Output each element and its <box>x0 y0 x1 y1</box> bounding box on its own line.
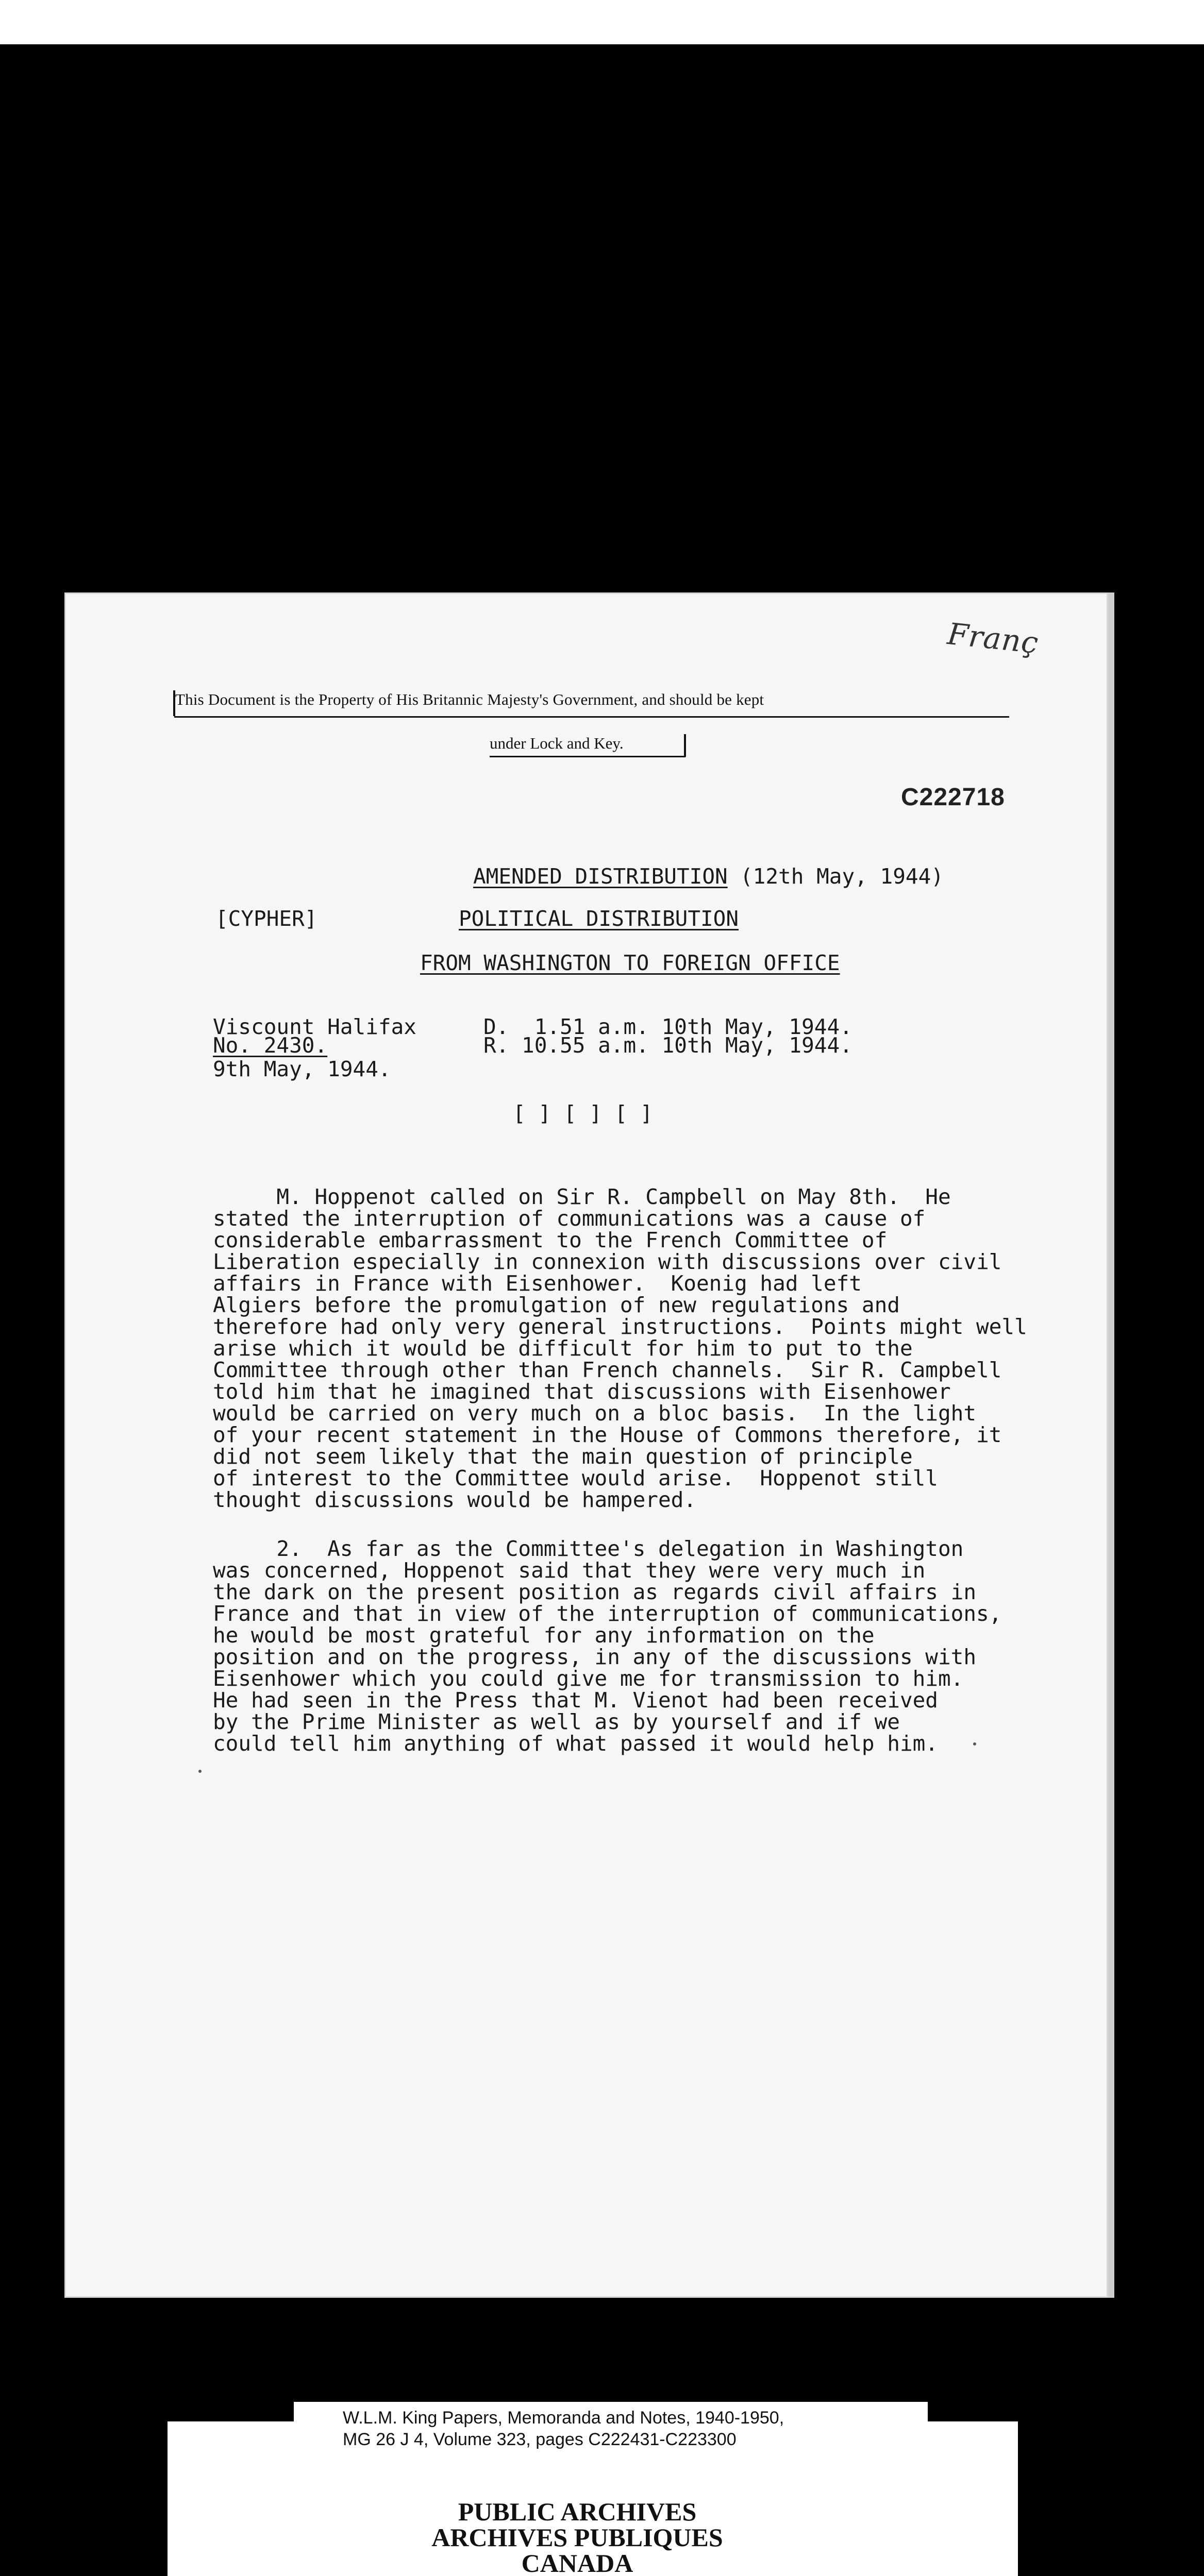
notice-underline-2 <box>490 756 685 757</box>
section-brackets: [ ] [ ] [ ] <box>513 1101 653 1126</box>
scan-top-margin <box>0 0 1204 44</box>
telegram-number: No. 2430. <box>213 1033 328 1058</box>
amended-distribution: AMENDED DISTRIBUTION <box>473 864 728 889</box>
political-distribution: POLITICAL DISTRIBUTION <box>459 906 739 931</box>
archive-stamp-line2: ARCHIVES PUBLIQUES <box>431 2523 723 2552</box>
archive-stamp-line1: PUBLIC ARCHIVES <box>458 2497 697 2526</box>
property-notice-line2: under Lock and Key. <box>490 734 624 752</box>
archive-stamp-line3: CANADA <box>521 2549 633 2576</box>
archive-caption: W.L.M. King Papers, Memoranda and Notes, 1940-1950, MG 26 J 4, Volume 323, pages C222431-C223300 <box>343 2408 784 2449</box>
cypher-label: [CYPHER] <box>215 906 317 931</box>
sender: Viscount Halifax <box>213 1014 416 1039</box>
received-time: R. 10.55 a.m. 10th May, 1944. <box>483 1033 852 1058</box>
notice-underline <box>174 716 1009 718</box>
route-heading: FROM WASHINGTON TO FOREIGN OFFICE <box>420 951 840 975</box>
reference-number: C222718 <box>901 784 1005 811</box>
despatched-time: D. 1.51 a.m. 10th May, 1944. <box>483 1014 852 1039</box>
amended-date: (12th May, 1944) <box>740 864 944 889</box>
archive-stamp <box>392 2499 763 2576</box>
paper-speck <box>973 1742 976 1745</box>
paper-speck <box>198 1770 202 1773</box>
handwritten-note: Franç <box>945 616 1041 661</box>
sent-date: 9th May, 1944. <box>213 1057 391 1081</box>
property-notice-line1: This Document is the Property of His Britannic Majesty's Government, and should be kept <box>175 690 764 708</box>
paragraph-1: M. Hoppenot called on Sir R. Campbell on May 8th. He stated the interruption of communications was a cause of considerable embarrassment to the French Committee of Liberation especially in connexion with discussions over civil affairs in France with Eisenhower. Koenig had left Algiers before the promulgation of new regulations and therefore had only very general instructions. Points might well arise which it would be difficult for him to put to the Committee through other than French channels. Sir R. Campbell told him that he imagined that discussions with Eisenhower would be carried on very much on a bloc basis. In the light of your recent statement in the House of Commons therefore, it did not seem likely that the main question of principle of interest to the Committee would arise. Hoppenot still thought discussions would be hampered. <box>213 1184 1027 1512</box>
page-edge <box>1108 592 1114 2298</box>
notice-bracket-right <box>684 734 686 757</box>
paragraph-2: 2. As far as the Committee's delegation in Washington was concerned, Hoppenot said that they were very much in the dark on the present position as regards civil affairs in France and that in view of the interruption of communications, he would be most grateful for any information on the position and on the progress, in any of the discussions with Eisenhower which you could give me for transmission to him. He had seen in the Press that M. Vienot had been received by the Prime Minister as well as by yourself and if we could tell him anything of what passed it would help him. <box>213 1536 1002 1756</box>
